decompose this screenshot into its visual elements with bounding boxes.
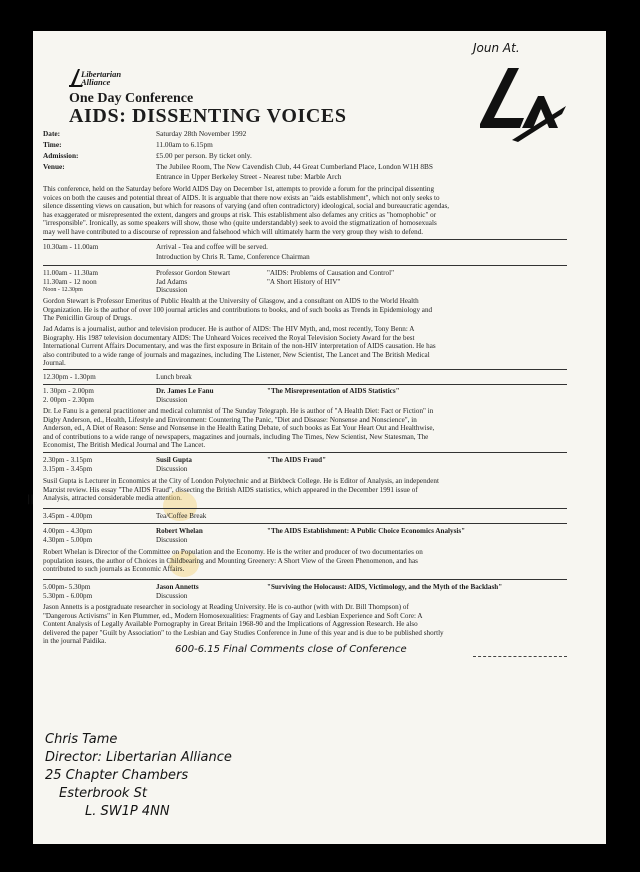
- conference-title: AIDS: DISSENTING VOICES: [69, 105, 347, 127]
- divider: [43, 384, 567, 385]
- schedule-tea: 3.45pm - 4.00pm Tea/Coffee Break: [43, 512, 207, 520]
- document-page: [27, 31, 606, 844]
- bio-whelan: Robert Whelan is Director of the Committee on Population and the Economy. He is the writer and producer of two documentaries on population issues, the author of Choices in Childbearing and Mounting Greenery: A Short View of the Green Phenomenon, and has contributed to such journals as Economic Affairs.: [43, 548, 423, 574]
- schedule-session-1: 11.00am - 11.30am 11.30am - 12 noon Noon - 12.30pm Professor Gordon Stewart Jad Adams Discussion "AIDS: Problems of Causation and Control" "A Short History of HIV": [43, 269, 395, 294]
- detail-label: Date:: [43, 129, 61, 138]
- detail-label: Venue:: [43, 162, 65, 171]
- handwritten-top-note: Joun At.: [473, 41, 520, 55]
- address-line: Chris Tame: [45, 732, 118, 747]
- divider: [43, 508, 567, 509]
- schedule-session-3: 2.30pm - 3.15pm 3.15pm - 3.45pm Susil Gupta Discussion "The AIDS Fraud": [43, 456, 327, 473]
- detail-row: [43, 152, 523, 162]
- divider: [43, 369, 567, 370]
- bio-gupta: Susil Gupta is Lecturer in Economics at the City of London Polytechnic and at Birkbeck College. He is Editor of Analysis, an independent Marxist review. His essay "The AIDS Fraud", dissecting the British AIDS statistics, which appeared in the December 1991 issue of Analysis, attracted considerable media attention.: [43, 477, 439, 503]
- handwritten-underline: [473, 656, 567, 657]
- handwritten-closing-note: 600-6.15 Final Comments close of Conference: [175, 644, 407, 655]
- detail-label: Admission:: [43, 151, 79, 160]
- bio-annetts: Jason Annetts is a postgraduate researcher in sociology at Reading University. He is co-author (with with Dr. Bill Thompson) of "Dangerous Activisms" in Ken Plummer, ed., Modern Homosexualities: Fragments of Gay and Lesbian Experience and Soft Core: A Content Analysis of Legally Available Pornography in Great Britain 1968-90 and the Implications of Aggression Research. He also delivered the paper "Guilt by Association" to the Lesbian and Gay Studies Conference in June of this year and is due to be published shortly in the journal Paidika.: [43, 603, 444, 646]
- logo-line2: Alliance: [81, 77, 111, 87]
- schedule-session-5: 5.00pm- 5.30pm 5.30pm - 6.00pm Jason Annetts Discussion "Surviving the Holocaust: AIDS, Victimology, and the Myth of the Backlash": [43, 583, 503, 600]
- detail-value: The Jubilee Room, The New Cavendish Club, 44 Great Cumberland Place, London W1H 8BS: [156, 162, 434, 171]
- schedule-session-2: 1. 30pm - 2.00pm 2. 00pm - 2.30pm Dr. James Le Fanu Discussion "The Misrepresentation of AIDS Statistics": [43, 387, 400, 404]
- detail-row: [43, 173, 523, 183]
- schedule-arrival: 10.30am - 11.00am Arrival - Tea and coffee will be served. Introduction by Chris R. Tame, Conference Chairman: [43, 243, 310, 261]
- logo-line1: Libertarian: [81, 69, 122, 79]
- bio-lefanu: Dr. Le Fanu is a general practitioner and medical columnist of The Sunday Telegraph. He is author of "A Health Diet: Fact or Fiction" in Digby Anderson, ed., Health, Lifestyle and Environment: Countering The Panic, "Diet and Disease: Nonsense and Nonscience", in Anderson, ed., A Diet of Reason: Sense and Nonsense in the Health Eating Debate, of such books as Eat Your Heart Out and Healthwise, and of contributions to a wide range of newspapers, magazines and journals, including The Times, New Scientist, New Statesman, The Economist, The British Medical Journal and The Lancet.: [43, 407, 435, 450]
- bio-adams: Jad Adams is a journalist, author and television producer. He is author of AIDS: The HIV Myth, and, most recently, Tony Benn: A Biography. His 1987 television documentary AIDS: The Unheard Voices received the Royal Television Society Award for the best International Current Affairs Documentary, and was the first exposure in Britain of the non-HIV interpretation of AIDS causation. He has also contributed to a wide range of journals and magazines, including The Listener, New Scientist, The Lancet and The British Medical Journal.: [43, 325, 436, 368]
- intro-paragraph: This conference, held on the Saturday before World AIDS Day on December 1st, attempts to provide a forum for the principal dissenting voices on both the causes and potential threat of AIDS. It is arguable that there now exists an "aids establishment", which not only seeks to silence dissenting views on causation, but which for reasons of varying (and often contradictory) ideological, social and bureaucratic agendas, has exaggerated or misrepresented the extent, dangers and groups at risk. This establishment also defames any critics as "homophobic" or "irresponsible". Ironically, as some speakers will show, those who (quite understandably) seek to avoid the stigmatization of homosexuals may well have contributed to a discourse of repression and falsehood which will ultimately harm the very group they wish to defend.: [43, 185, 450, 236]
- detail-value: Saturday 28th November 1992: [156, 129, 247, 138]
- address-line: L. SW1P 4NN: [85, 804, 170, 819]
- detail-label: Time:: [43, 140, 62, 149]
- bio-stewart: Gordon Stewart is Professor Emeritus of Public Health at the University of Glasgow, and a consultant on AIDS to the World Health Organization. He is the author of over 100 journal articles and contributions to books, and of such books as Trends in Epidemiology and The Penicillin Group of Drugs.: [43, 297, 433, 323]
- venue-entrance: Entrance in Upper Berkeley Street - Nearest tube: Marble Arch: [156, 172, 342, 181]
- detail-row: [43, 141, 523, 151]
- schedule-lunch: 12.30pm - 1.30pm Lunch break: [43, 373, 192, 381]
- divider: [43, 579, 567, 580]
- detail-row: [43, 130, 523, 140]
- margin-mark: ||: [27, 494, 34, 505]
- address-line: 25 Chapter Chambers: [45, 768, 189, 783]
- conference-label: One Day Conference: [69, 91, 194, 106]
- schedule-session-4: 4.00pm - 4.30pm 4.30pm - 5.00pm Robert Whelan Discussion "The AIDS Establishment: A Public Choice Economics Analysis": [43, 527, 466, 544]
- divider: [43, 523, 567, 524]
- address-line: Esterbrook St: [59, 786, 147, 801]
- divider: [43, 452, 567, 453]
- detail-value: £5.00 per person. By ticket only.: [156, 151, 252, 160]
- handwritten-address: [45, 731, 232, 821]
- detail-value: 11.00am to 6.15pm: [156, 140, 213, 149]
- divider: [43, 265, 567, 266]
- address-line: Director: Libertarian Alliance: [45, 750, 232, 765]
- divider: [43, 239, 567, 240]
